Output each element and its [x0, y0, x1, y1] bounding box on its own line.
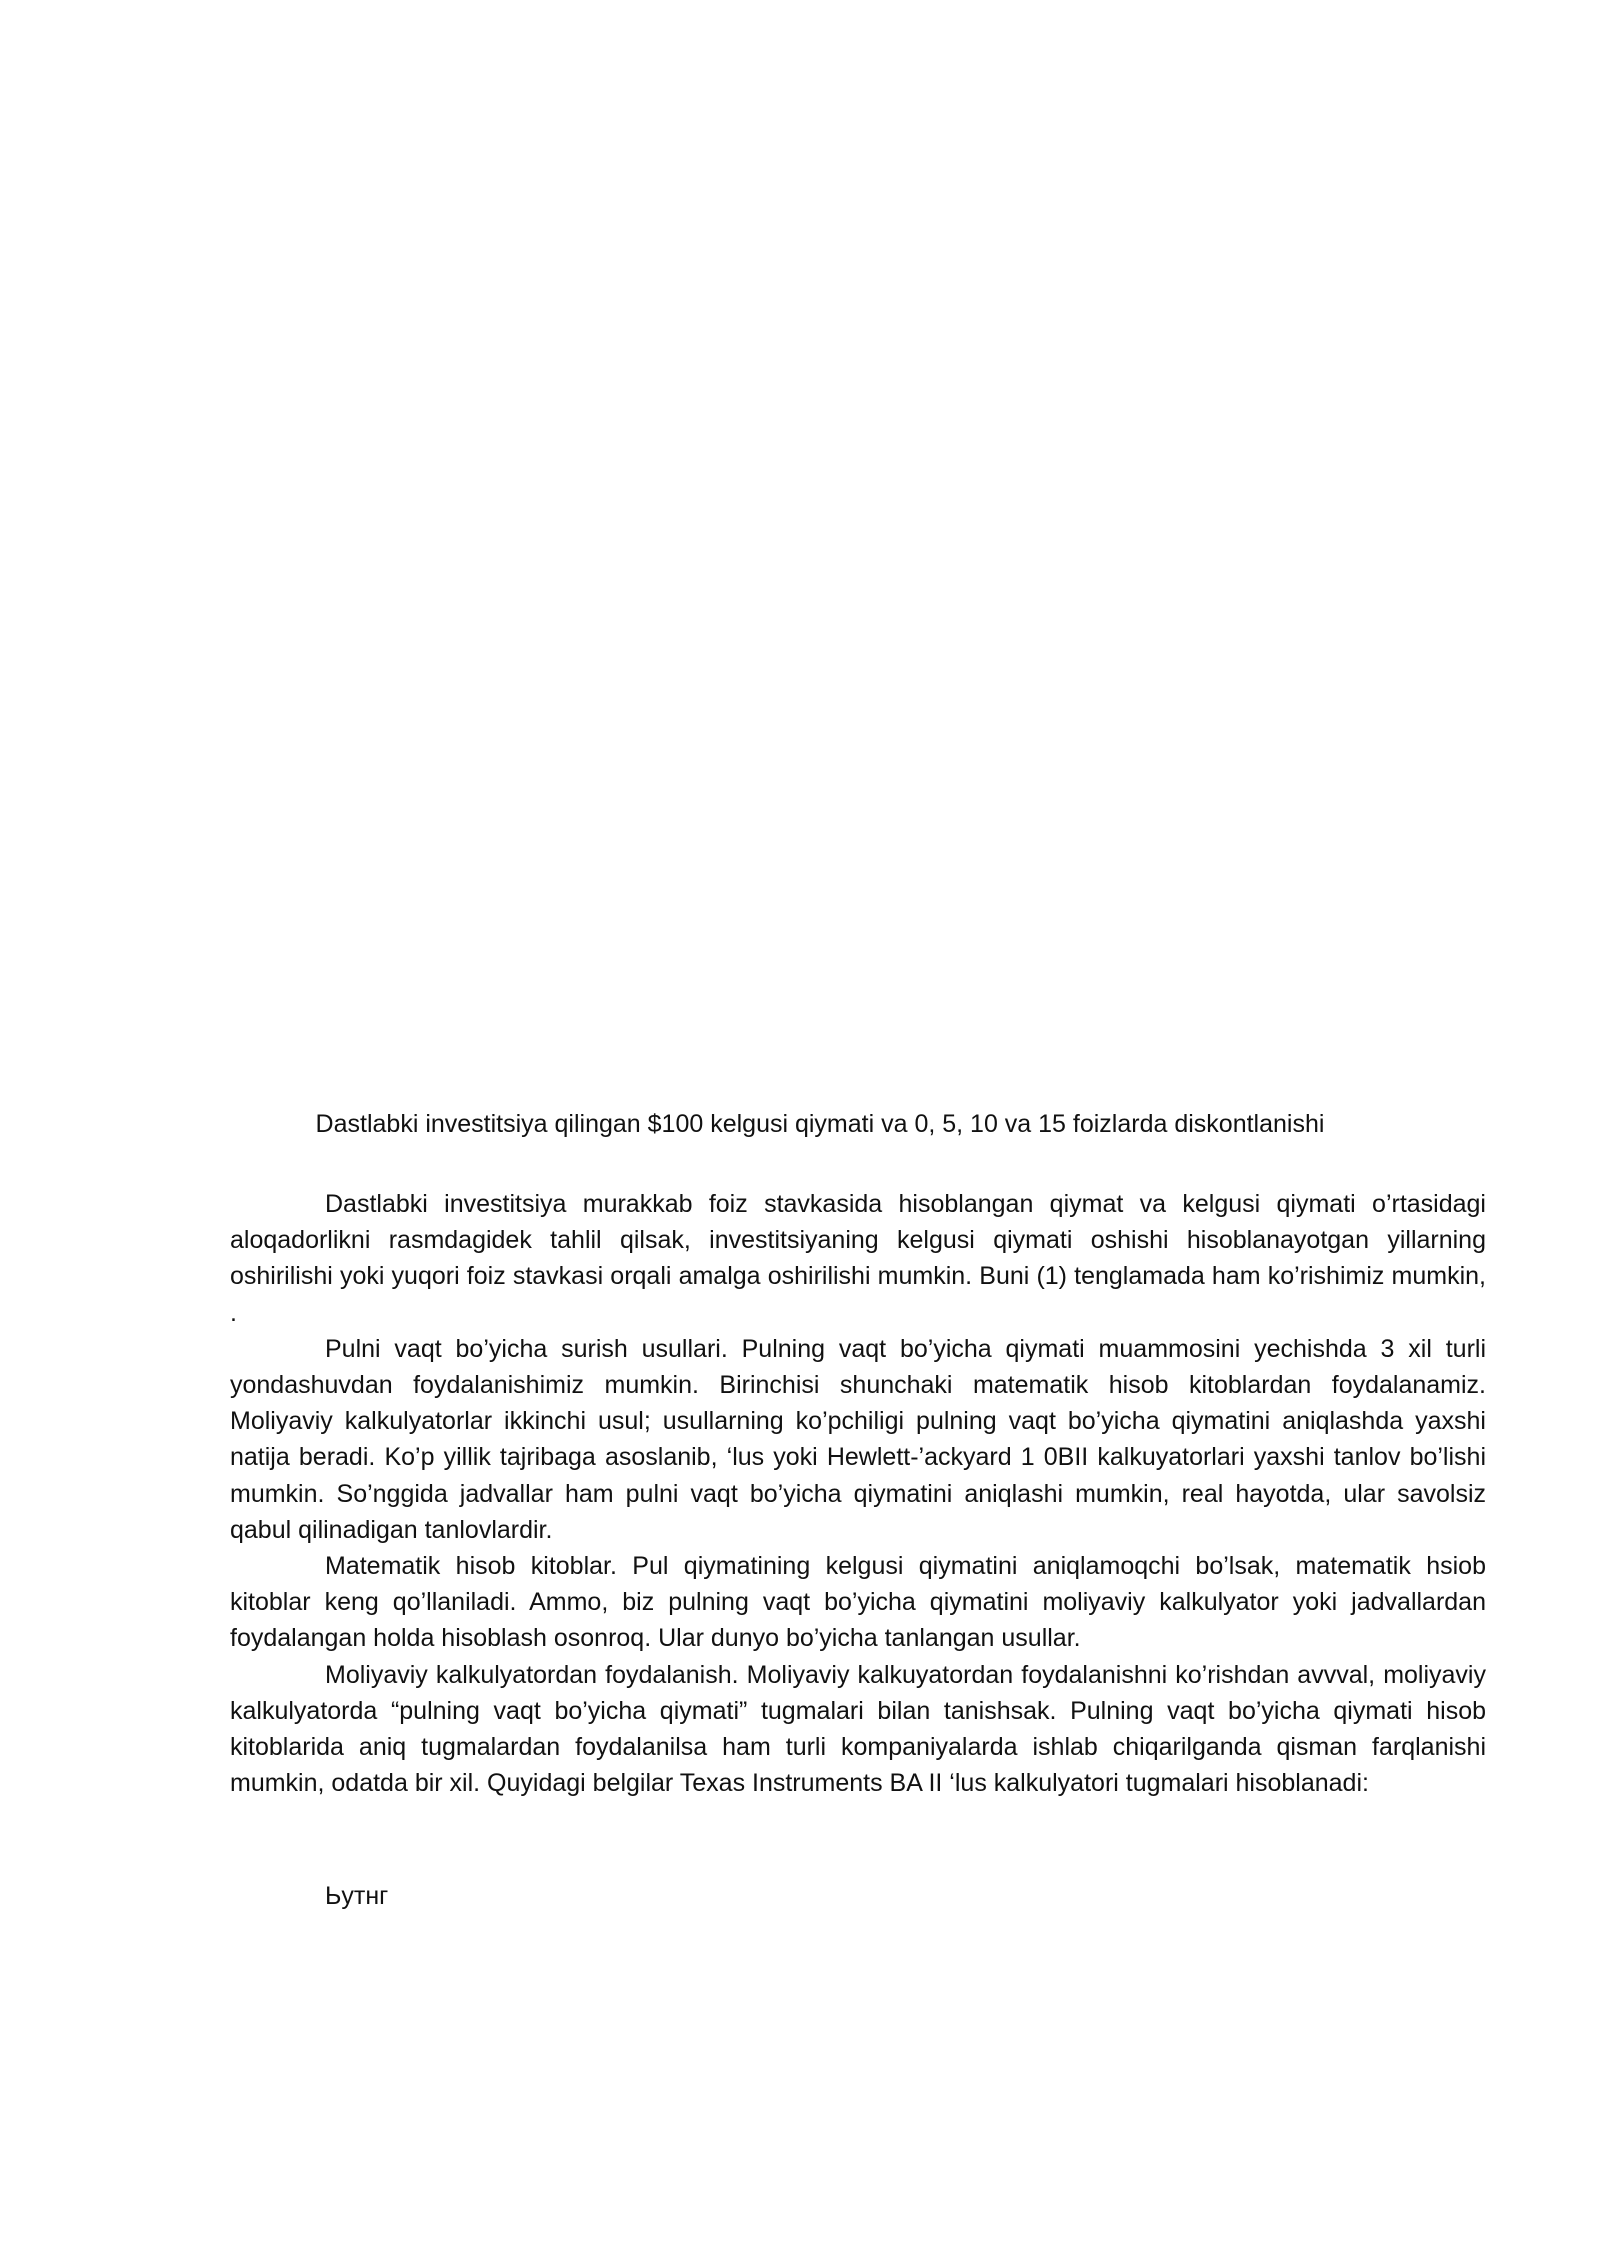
paragraph-financial-calculator: Moliyaviy kalkulyatordan foydalanish. Moliyaviy kalkuyatordan foydalanishni ko’rishdan avvval, moliyaviy kalkulyatorda “pulning vaqt bo’yicha qiymati” tugmalari bilan tanishsak. Pulning vaqt bo’yicha qiymati hisob kitoblarida aniq tugmalardan foydalanilsa ham turli kompaniyalarda ishlab chiqarilganda qisman farqlanishi mumkin, odatda bir xil. Quyidagi belgilar Texas Instruments BA II ‘lus kalkulyatori tugmalari hisoblanadi:	[230, 1660, 1486, 1798]
document-body	[230, 1186, 1486, 1801]
paragraph-future-value-relationship: Dastlabki investitsiya murakkab foiz stavkasida hisoblangan qiymat va kelgusi qiymati o’rtasidagi aloqadorlikni rasmdagidek tahlil qilsak, investitsiyaning kelgusi qiymati oshishi hisoblanayotgan yillarning oshirilishi yoki yuqori foiz stavkasi orqali amalga oshirilishi mumkin. Buni (1) tenglamada ham ko’rishimiz mumkin, .	[230, 1190, 1486, 1327]
paragraph-mathematical-calculations: Matematik hisob kitoblar. Pul qiymatining kelgusi qiymatini aniqlamoqchi bo’lsak, matematik hsiob kitoblar keng qo’llaniladi. Ammo, biz pulning vaqt bo’yicha qiymatini moliyaviy kalkulyator yoki jadvallardan foydalangan holda hisoblash osonroq. Ular dunyo bo’yicha tanlangan usullar.	[230, 1552, 1486, 1653]
paragraph-time-value-methods: Pulni vaqt bo’yicha surish usullari. Pulning vaqt bo’yicha qiymati muammosini yechishda 3 xil turli yondashuvdan foydalanishimiz mumkin. Birinchisi shunchaki matematik hisob kitoblardan foydalanamiz. Moliyaviy kalkulyatorlar ikkinchi usul; usullarning ko’pchiligi pulning vaqt bo’yicha qiymatini aniqlashda yaxshi natija beradi. Ko’p yillik tajribaga asoslanib, ‘lus yoki Hewlett-’ackyard 1 0BII kalkuyatorlari yaxshi tanlov bo’lishi mumkin. So’nggida jadvallar ham pulni vaqt bo’yicha qiymatini aniqlashi mumkin, real hayotda, ular savolsiz qabul qilinadigan tanlovlardir.	[230, 1334, 1486, 1544]
figure-caption: Dastlabki investitsiya qilingan $100 kelgusi qiymati va 0, 5, 10 va 15 foizlarda diskontlanishi	[315, 1110, 1325, 1138]
trailing-text: Ьутнг	[325, 1882, 389, 1910]
